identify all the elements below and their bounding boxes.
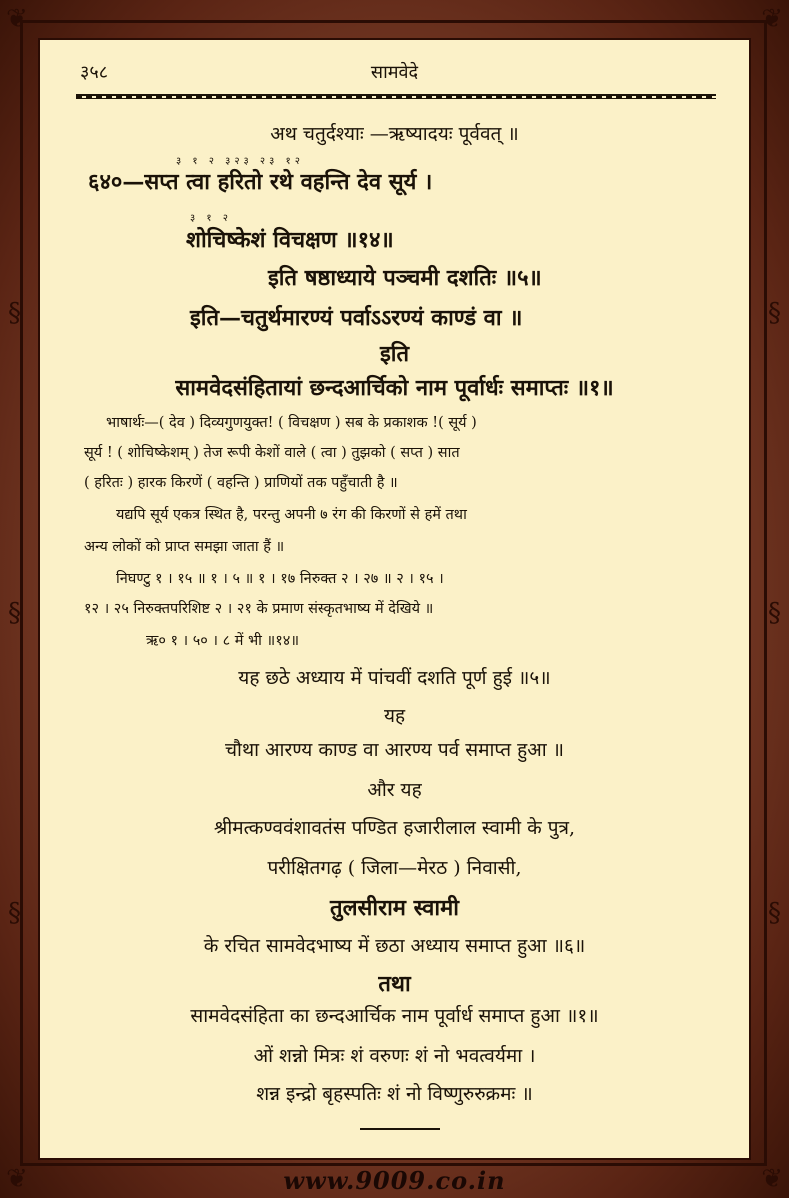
reference-line: १२ । २५ निरुक्तपरिशिष्ट २ । २१ के प्रमाण संस्कृतभाष्य में देखिये ॥ <box>84 601 434 617</box>
side-ornament-icon: § <box>8 298 21 328</box>
accent-marks: ३ १ २ ३२३ २३ १२ <box>176 156 304 167</box>
commentary-line: अन्य लोकों को प्राप्त समझा जाता हैं ॥ <box>84 539 285 555</box>
colophon-line: तथा <box>378 971 411 997</box>
commentary-line: भाषार्थः—( देव ) दिव्यगुणयुक्त! ( विचक्षण ) सब के प्रकाशक !( सूर्य ) <box>106 415 477 431</box>
page-number: ३५८ <box>80 62 109 83</box>
author-name: तुलसीराम स्वामी <box>330 895 459 921</box>
running-title: सामवेदे <box>370 62 419 83</box>
corner-ornament-icon: ❦ <box>761 1164 783 1194</box>
side-ornament-icon: § <box>8 898 21 928</box>
side-ornament-icon: § <box>768 598 781 628</box>
corner-ornament-icon: ❦ <box>761 4 783 34</box>
heading: इति <box>379 341 410 367</box>
reference-line: ऋ० १ । ५० । ८ में भी ॥१४॥ <box>146 633 300 649</box>
section-end: इति—चतुर्थमारण्यं पर्वाऽऽरण्यं काण्डं वा ॥ <box>190 305 523 331</box>
commentary-line: सूर्य ! ( शोचिष्केशम् ) तेज रूपी केशों वाले ( त्वा ) तुझको ( सप्त ) सात <box>84 445 460 461</box>
colophon-line: सामवेदसंहिता का छन्दआर्चिक नाम पूर्वार्ध समाप्त हुआ ॥१॥ <box>190 1005 599 1027</box>
intro-line: अथ चतुर्दश्याः —ऋष्यादयः पूर्ववत् ॥ <box>270 123 519 145</box>
side-ornament-icon: § <box>768 898 781 928</box>
side-ornament-icon: § <box>8 598 21 628</box>
colophon-line: के रचित सामवेदभाष्य में छठा अध्याय समाप्त हुआ ॥६॥ <box>203 935 586 957</box>
side-ornament-icon: § <box>768 298 781 328</box>
shanti-mantra: ओं शन्नो मित्रः शं वरुणः शं नो भवत्वर्यमा । <box>253 1045 536 1067</box>
commentary-line: यद्यपि सूर्य एकत्र स्थित है, परन्तु अपनी ७ रंग की किरणों से हमें तथा <box>116 507 467 523</box>
corner-ornament-icon: ❦ <box>6 4 28 34</box>
reference-line: निघण्टु १ । १५ ॥ १ । ५ ॥ १ । १७ निरुक्त २ । २७ ॥ २ । १५ । <box>116 571 444 587</box>
colophon-line: श्रीमत्कण्ववंशावतंस पण्डित हजारीलाल स्वामी के पुत्र, <box>213 817 576 839</box>
colophon-line: और यह <box>367 779 422 801</box>
website-link[interactable]: www.9009.co.in <box>283 1166 506 1195</box>
colophon-line: परीक्षितगढ़ ( जिला—मेरठ ) निवासी, <box>267 857 522 879</box>
accent-marks: ३ १ २ <box>190 213 232 224</box>
section-end: इति षष्ठाध्याये पञ्चमी दशतिः ॥५॥ <box>268 265 542 291</box>
colophon-line: यह <box>383 705 406 727</box>
commentary-line: ( हरितः ) हारक किरणें ( वहन्ति ) प्राणियों तक पहुँचाती है ॥ <box>84 475 398 491</box>
shanti-mantra: शन्न इन्द्रो बृहस्पतिः शं नो विष्णुरुरुक्रमः ॥ <box>256 1083 533 1105</box>
mantra-line: शोचिष्केशं विचक्षण ॥१४॥ <box>186 227 394 253</box>
mantra-line: ६४०—सप्त त्वा हरितो रथे वहन्ति देव सूर्य । <box>88 169 433 195</box>
colophon-line: यह छठे अध्याय में पांचवीं दशति पूर्ण हुई ॥५॥ <box>238 667 551 689</box>
colophon-line: चौथा आरण्य काण्ड वा आरण्य पर्व समाप्त हुआ ॥ <box>224 739 565 761</box>
end-rule <box>360 1128 440 1130</box>
header-rule <box>76 94 716 99</box>
corner-ornament-icon: ❦ <box>6 1164 28 1194</box>
book-page <box>38 38 751 1160</box>
heading: सामवेदसंहितायां छन्दआर्चिको नाम पूर्वार्धः समाप्तः ॥१॥ <box>175 375 614 401</box>
